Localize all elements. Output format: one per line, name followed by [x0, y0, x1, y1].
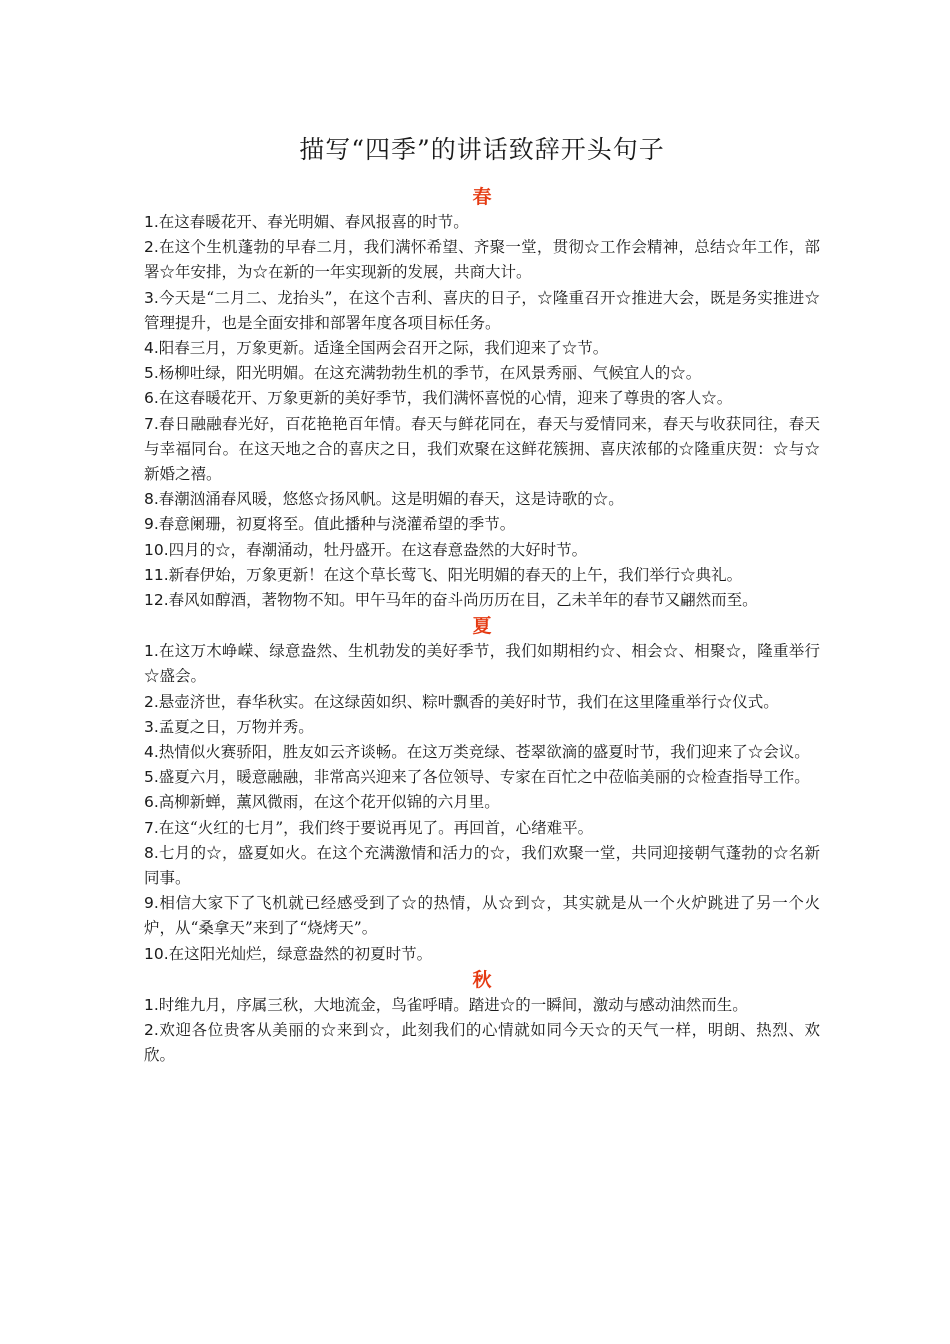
item-text: 四月的☆，春潮涌动，牡丹盛开。在这春意盎然的大好时节。 [168, 540, 588, 559]
item-number: 6. [144, 389, 159, 408]
list-item [144, 538, 820, 563]
item-text: 今天是“二月二、龙抬头”，在这个吉利、喜庆的日子，☆隆重召开☆推进大会，既是务实推进☆管理提升，也是全面安排和部署年度各项目标任务。 [144, 288, 820, 332]
item-text: 欢迎各位贵客从美丽的☆来到☆，此刻我们的心情就如同今天☆的天气一样，明朗、热烈、欢欣。 [144, 1021, 820, 1065]
item-number: 1. [144, 213, 159, 231]
item-text: 在这春暖花开、春光明媚、春风报喜的时节。 [158, 213, 469, 231]
item-text: 阳春三月，万象更新。适逢全国两会召开之际，我们迎来了☆节。 [158, 339, 609, 358]
item-number: 9. [144, 515, 159, 534]
item-number: 2. [144, 692, 159, 711]
list-item [144, 942, 820, 967]
list-item [144, 563, 820, 588]
item-text: 盛夏六月，暖意融融，非常高兴迎来了各位领导、专家在百忙之中莅临美丽的☆检查指导工作。 [158, 768, 810, 787]
item-number: 4. [144, 743, 159, 762]
item-text: 热情似火赛骄阳，胜友如云齐谈畅。在这万类竞绿、苍翠欲滴的盛夏时节，我们迎来了☆会议。 [158, 743, 810, 762]
item-number: 3. [144, 717, 159, 736]
list-item [144, 210, 820, 235]
item-number: 4. [144, 339, 159, 358]
item-text: 春意阑珊，初夏将至。值此播种与浇灌希望的季节。 [158, 515, 516, 534]
list-item [144, 336, 820, 361]
document-page [144, 128, 820, 1069]
item-number: 11. [144, 565, 169, 584]
list-item [144, 639, 820, 689]
list-item [144, 412, 820, 488]
document-body [144, 184, 820, 1069]
item-text: 孟夏之日，万物并秀。 [158, 717, 314, 736]
list-item [144, 588, 820, 613]
list-item [144, 740, 820, 765]
item-number: 12. [144, 591, 169, 610]
document-title: 描写“四季”的讲话致辞开头句子 [299, 135, 665, 164]
item-number: 7. [144, 414, 159, 433]
list-item [144, 841, 820, 891]
section-heading: 夏 [472, 615, 492, 638]
list-item [144, 487, 820, 512]
item-number: 1. [144, 642, 159, 661]
item-number: 5. [144, 768, 159, 787]
item-text: 七月的☆，盛夏如火。在这个充满激情和活力的☆，我们欢聚一堂，共同迎接朝气蓬勃的☆名新同事。 [144, 843, 820, 888]
item-number: 7. [144, 818, 159, 837]
item-text: 春潮汹涌春风暖，悠悠☆扬风帆。这是明媚的春天，这是诗歌的☆。 [158, 490, 624, 509]
list-item [144, 361, 820, 386]
list-item [144, 790, 820, 815]
item-text: 新春伊始，万象更新！在这个草长莺飞、阳光明媚的春天的上午，我们举行☆典礼。 [168, 565, 743, 584]
item-text: 在这个生机蓬勃的早春二月，我们满怀希望、齐聚一堂，贯彻☆工作会精神，总结☆年工作，部署☆年安排，为☆在新的一年实现新的发展，共商大计。 [144, 238, 820, 282]
list-item [144, 993, 820, 1018]
item-text: 在这春暖花开、万象更新的美好季节，我们满怀喜悦的心情，迎来了尊贵的客人☆。 [158, 389, 733, 408]
item-number: 8. [144, 490, 159, 509]
section-heading: 春 [472, 186, 492, 208]
item-text: 杨柳吐绿，阳光明媚。在这充满勃勃生机的季节，在风景秀丽、气候宜人的☆。 [158, 364, 702, 383]
item-number: 10. [144, 944, 169, 963]
list-item [144, 690, 820, 715]
list-item [144, 816, 820, 841]
list-item [144, 1018, 820, 1068]
item-text: 春风如醇酒，著物物不知。甲午马年的奋斗尚历历在目，乙未羊年的春节又翩然而至。 [168, 591, 758, 610]
item-number: 2. [144, 238, 159, 257]
item-number: 8. [144, 843, 159, 862]
list-item [144, 765, 820, 790]
section-heading: 秋 [472, 968, 492, 991]
item-number: 6. [144, 793, 159, 812]
item-text: 相信大家下了飞机就已经感受到了☆的热情，从☆到☆，其实就是从一个火炉跳进了另一个火炉，从“桑拿天”来到了“烧烤天”。 [144, 894, 820, 938]
item-number: 3. [144, 288, 159, 307]
item-number: 2. [144, 1021, 159, 1040]
list-item [144, 286, 820, 336]
item-text: 春日融融春光好，百花艳艳百年情。春天与鲜花同在，春天与爱情同来，春天与收获同往，春天与幸福同台。在这天地之合的喜庆之日，我们欢聚在这鲜花簇拥、喜庆浓郁的☆隆重庆贺：☆与☆新婚之禧。 [144, 414, 820, 484]
list-item [144, 386, 820, 411]
item-number: 1. [144, 995, 159, 1014]
item-text: 悬壶济世，春华秋实。在这绿茵如织、粽叶飘香的美好时节，我们在这里隆重举行☆仪式。 [158, 692, 779, 711]
item-number: 9. [144, 894, 159, 913]
list-item [144, 512, 820, 537]
item-text: 高柳新蝉，薰风微雨，在这个花开似锦的六月里。 [158, 793, 500, 812]
item-number: 10. [144, 540, 169, 559]
item-text: 在这阳光灿烂，绿意盎然的初夏时节。 [168, 944, 433, 963]
list-item [144, 715, 820, 740]
item-number: 5. [144, 364, 159, 383]
item-text: 在这“火红的七月”，我们终于要说再见了。再回首，心绪难平。 [158, 818, 594, 837]
item-text: 在这万木峥嵘、绿意盎然、生机勃发的美好季节，我们如期相约☆、相会☆、相聚☆，隆重举行☆盛会。 [144, 642, 820, 686]
list-item [144, 891, 820, 941]
item-text: 时维九月，序属三秋，大地流金，鸟雀呼晴。踏进☆的一瞬间，激动与感动油然而生。 [158, 995, 748, 1014]
list-item [144, 235, 820, 285]
